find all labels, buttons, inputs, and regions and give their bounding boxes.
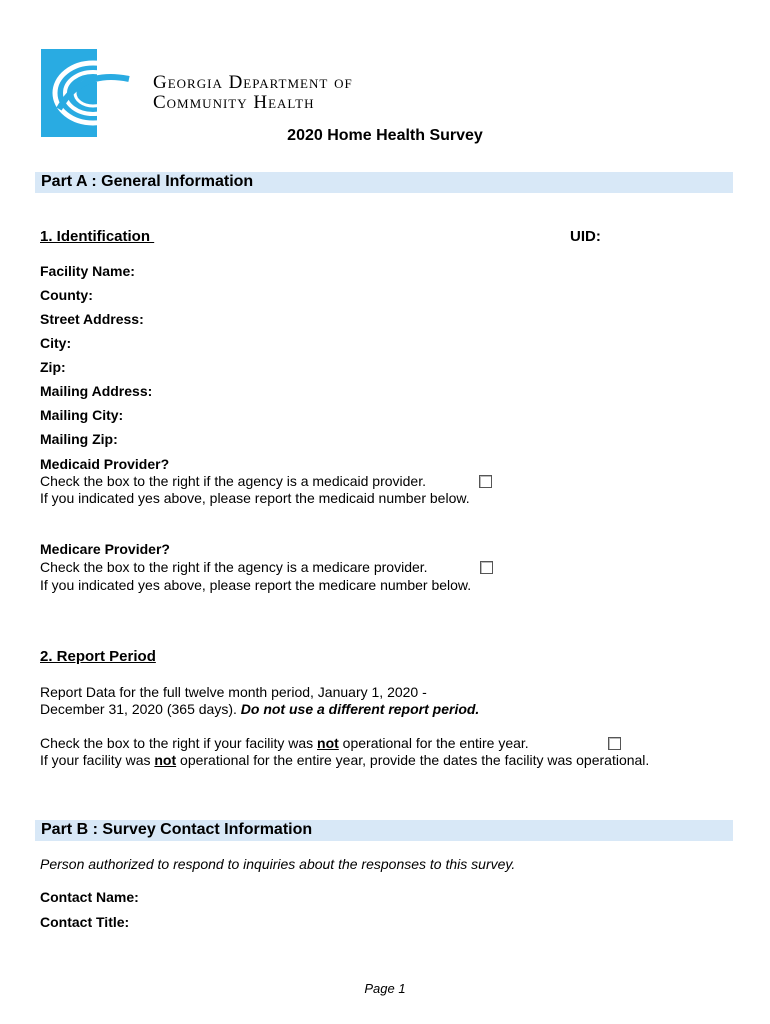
report-period-heading: 2. Report Period [40, 648, 156, 665]
not-operational-checkbox[interactable] [608, 737, 621, 750]
medicare-label: Medicare Provider? [40, 541, 170, 557]
contact-name-label: Contact Name: [40, 889, 139, 905]
medicare-checkbox[interactable] [480, 561, 493, 574]
report-period-line2 [40, 701, 479, 717]
part-a-heading: Part A : General Information [41, 173, 254, 190]
identification-heading: 1. Identification [40, 228, 155, 245]
not-op-text-a: Check the box to the right if your facility was [40, 735, 318, 751]
page-number: Page 1 [364, 981, 406, 996]
medicare-instruction: Check the box to the right if the agency is a medicare provider. [40, 559, 428, 575]
city-label: City: [40, 335, 72, 351]
zip-label: Zip: [40, 359, 66, 375]
medicaid-label: Medicaid Provider? [40, 456, 170, 472]
part-b-heading: Part B : Survey Contact Information [41, 821, 313, 838]
dch-swirl-logo-icon [41, 49, 141, 137]
medicaid-note: If you indicated yes above, please report the medicaid number below. [40, 490, 470, 506]
mailing-city-label: Mailing City: [40, 407, 124, 423]
not-operational-instruction [40, 735, 529, 751]
report-period-line1: Report Data for the full twelve month period, January 1, 2020 - [40, 684, 427, 700]
medicaid-checkbox[interactable] [479, 475, 492, 488]
contact-title-label: Contact Title: [40, 914, 130, 930]
not-op-note-b: operational for the entire year, provide the dates the facility was operational. [176, 752, 650, 768]
facility-name-label: Facility Name: [40, 263, 135, 279]
not-op-text-b: operational for the entire year. [338, 735, 529, 751]
street-address-label: Street Address: [40, 311, 144, 327]
report-period-warning: Do not use a different report period. [240, 701, 480, 717]
page-title: 2020 Home Health Survey [287, 127, 483, 144]
report-period-dates: December 31, 2020 (365 days). [40, 701, 241, 717]
medicaid-instruction: Check the box to the right if the agency is a medicaid provider. [40, 473, 426, 489]
part-b-header [35, 820, 733, 841]
county-label: County: [40, 287, 93, 303]
part-a-header [35, 172, 733, 193]
not-operational-note [40, 752, 649, 768]
medicare-note: If you indicated yes above, please report the medicare number below. [40, 577, 472, 593]
mailing-zip-label: Mailing Zip: [40, 431, 118, 447]
not-op-note-a: If your facility was [40, 752, 155, 768]
org-name-line1: Georgia Department of [153, 72, 353, 93]
uid-label: UID: [570, 228, 601, 245]
part-b-note: Person authorized to respond to inquiries about the responses to this survey. [40, 856, 516, 872]
mailing-address-label: Mailing Address: [40, 383, 153, 399]
not-emphasis: not [317, 735, 339, 751]
not-emphasis-2: not [154, 752, 177, 768]
org-name-line2: Community Health [153, 92, 315, 113]
